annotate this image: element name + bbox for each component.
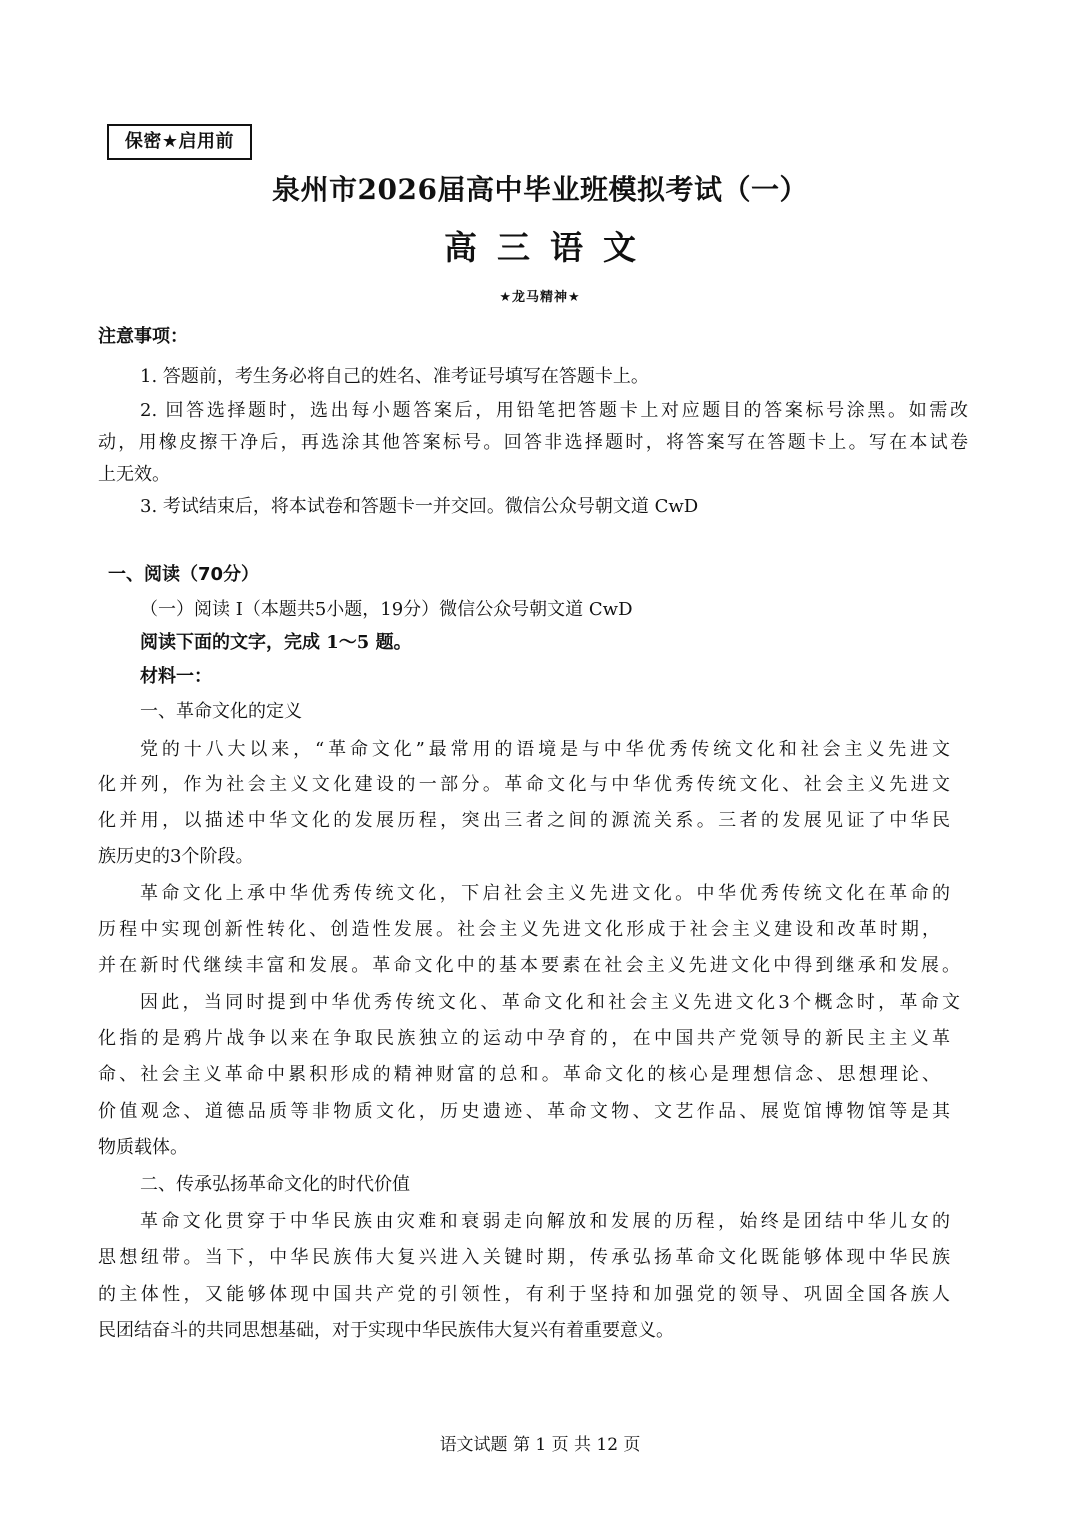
notice-item-2-end: 上无效。 [98,464,170,485]
material-label: 材料一： [140,666,212,687]
paragraph-line: 的主体性，又能够体现中国共产党的引领性，有利于坚持和加强党的领导、巩固全国各族人 [98,1284,950,1305]
paragraph-line: 价值观念、道德品质等非物质文化，历史遗迹、革命文物、文艺作品、展览馆博物馆等是其 [98,1101,950,1122]
paragraph-line: 并在新时代继续丰富和发展。革命文化中的基本要素在社会主义先进文化中得到继承和发展。 [98,955,960,976]
paragraph-line: 革命文化贯穿于中华民族由灾难和衰弱走向解放和发展的历程，始终是团结中华儿女的 [140,1211,950,1232]
paragraph-line: 革命文化上承中华优秀传统文化，下启社会主义先进文化。中华优秀传统文化在革命的 [140,883,950,904]
notice-heading: 注意事项： [98,326,188,347]
paragraph-line: 命、社会主义革命中累积形成的精神财富的总和。革命文化的核心是理想信念、思想理论、 [98,1064,940,1085]
paragraph-line: 党的十八大以来，“革命文化”最常用的语境是与中华优秀传统文化和社会主义先进文 [140,739,950,760]
paragraph-line: 族历史的3个阶段。 [98,846,254,867]
confidential-label: 保密★启用前 [107,124,252,160]
paragraph-line: 因此，当同时提到中华优秀传统文化、革命文化和社会主义先进文化3个概念时，革命文 [140,992,960,1013]
paragraph-line: 思想纽带。当下，中华民族伟大复兴进入关键时期，传承弘扬革命文化既能够体现中华民族 [98,1247,950,1268]
paragraph-line: 化并列，作为社会主义文化建设的一部分。革命文化与中华优秀传统文化、社会主义先进文 [98,774,950,795]
article-heading-1: 一、革命文化的定义 [140,701,302,722]
notice-item-1: 1. 答题前，考生务必将自己的姓名、准考证号填写在答题卡上。 [140,366,649,387]
motto: ★龙马精神★ [499,290,581,305]
subject-title: 高三语文 [444,228,656,267]
notice-item-2-cont: 动，用橡皮擦干净后，再选涂其他答案标号。回答非选择题时，将答案写在答题卡上。写在本试卷 [98,432,968,453]
section-one-title: 一、阅读（70分） [108,564,260,585]
paragraph-line: 民团结奋斗的共同思想基础，对于实现中华民族伟大复兴有着重要意义。 [98,1320,674,1341]
notice-item-3: 3. 考试结束后，将本试卷和答题卡一并交回。微信公众号朝文道 CwD [140,496,699,517]
exam-title: 泉州市2026届高中毕业班模拟考试（一） [272,173,808,206]
article-heading-2: 二、传承弘扬革命文化的时代价值 [140,1174,410,1195]
paragraph-line: 历程中实现创新性转化、创造性发展。社会主义先进文化形成于社会主义建设和改革时期， [98,919,940,940]
paragraph-line: 化指的是鸦片战争以来在争取民族独立的运动中孕育的，在中国共产党领导的新民主主义革 [98,1028,950,1049]
paragraph-line: 化并用，以描述中华文化的发展历程，突出三者之间的源流关系。三者的发展见证了中华民 [98,810,950,831]
notice-item-2: 2. 回答选择题时，选出每小题答案后，用铅笔把答题卡上对应题目的答案标号涂黑。如需改 [140,400,968,421]
paragraph-line: 物质载体。 [98,1137,188,1158]
page-footer: 语文试题 第 1 页 共 12 页 [439,1435,641,1455]
section-one-subtitle: （一）阅读 I（本题共5小题，19分）微信公众号朝文道 CwD [140,599,633,620]
section-one-instruction: 阅读下面的文字，完成 1～5 题。 [140,632,412,653]
